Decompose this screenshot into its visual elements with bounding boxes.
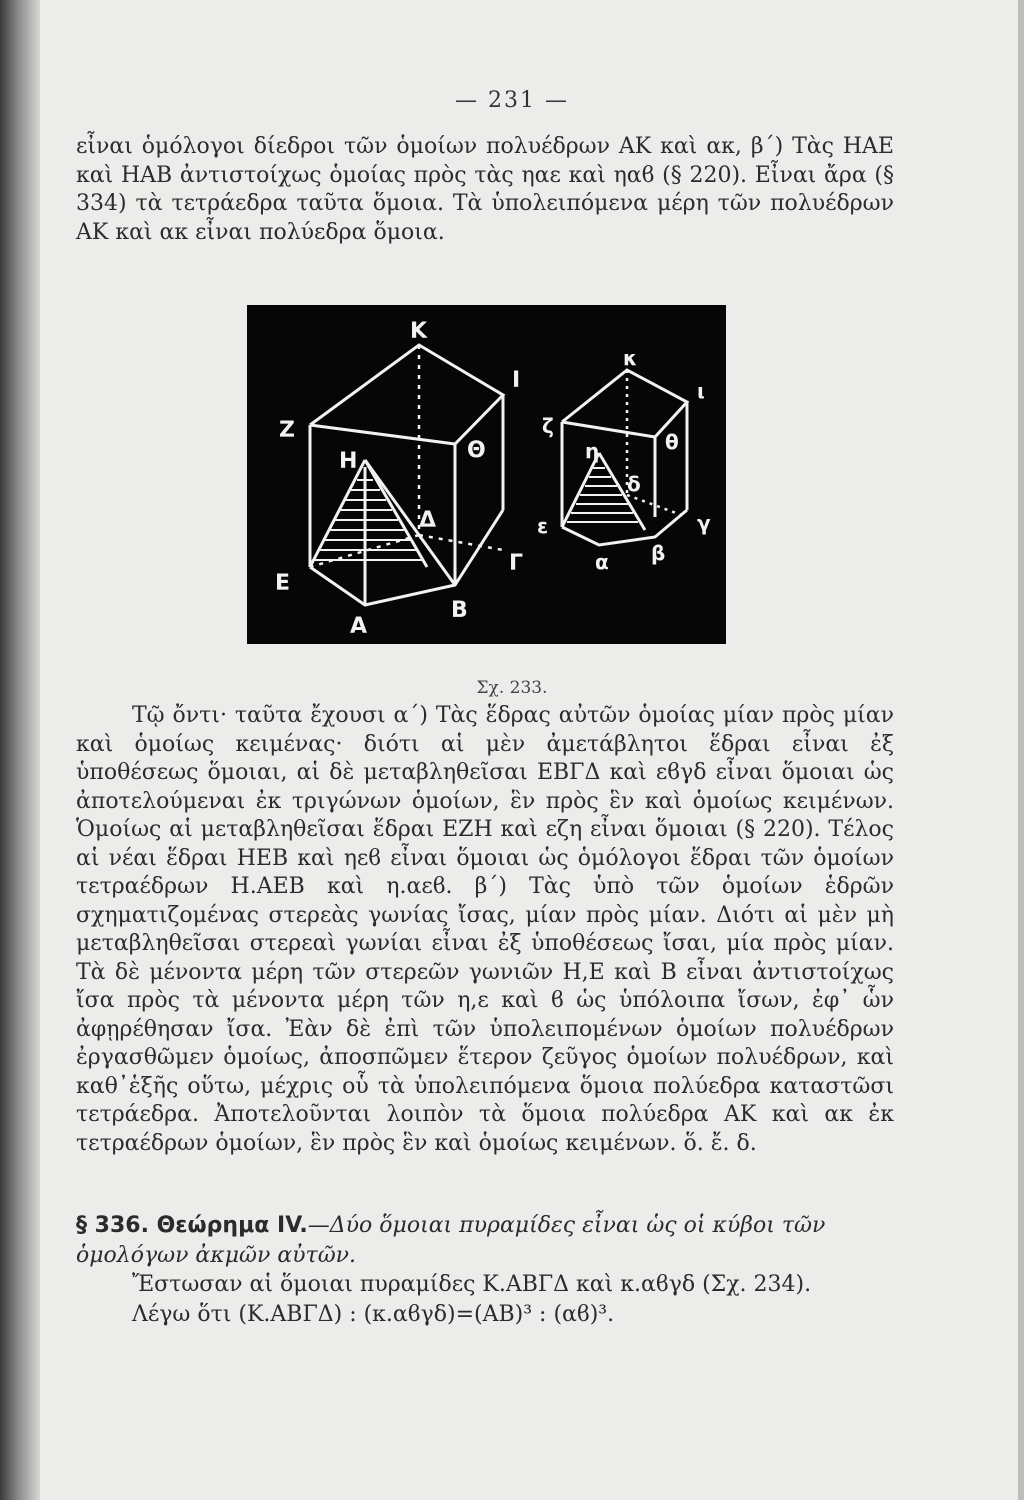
paragraph-main-text: Τῷ ὄντι· ταῦτα ἔχουσι α΄) Τὰς ἕδρας αὐτῶν ὁμοίας μίαν πρὸς μίαν καὶ ὁμοίως κειμένας· διότι αἱ μὲν ἀμετάβλητοι ἕδραι εἶναι ἐξ ὑποθέσεως ὅμοιαι, αἱ δὲ μεταβληθεῖσαι ΕΒΓΔ καὶ εϐγδ εἶναι ὅμοιαι ὡς ἀποτελούμεναι ἐκ τριγώνων ὁμοίων, ἓν πρὸς ἓν καὶ ὁμοίως κειμένων. Ὁμοίως αἱ μεταβληθεῖσαι ἕδραι ΕΖΗ καὶ εζη εἶναι ὅμοιαι (§ 220). Τέλος αἱ νέαι ἕδραι ΗΕΒ καὶ ηεϐ εἶναι ὅμοιαι ὡς ὁμόλογοι ἕδραι τῶν ὁμοίων τετραέδρων Η.ΑΕΒ καὶ η.αεϐ. β΄) Τὰς ὑπὸ τῶν ὁμοίων ἑδρῶν σχηματιζομένας στερεὰς γωνίας ἴσας, μίαν πρὸς μίαν. Διότι αἱ μὲν μὴ μεταβληθεῖσαι στερεαὶ γωνίαι εἶναι ἐξ ὑποθέσεως ἴσαι, μία πρὸς μίαν. Τὰ δὲ μένοντα μέρη τῶν στερεῶν γωνιῶν Η,Ε καὶ Β εἶναι ἀντιστοίχως ἴσα πρὸς τὰ μένοντα μέρη τῶν η,ε καὶ ϐ ὡς ὑπόλοιπα ἴσων, ἐφ᾽ ὧν ἀφῃρέθησαν ἴσα. Ἐὰν δὲ ἐπὶ τῶν ὑπολειπομένων ὁμοίων πολυέδρων ἐργασθῶμεν ὁμοίως, ἀποσπῶμεν ἕτερον ζεῦγος ὁμοίων πολυέδρων, καὶ καθ᾽ἑξῆς οὕτω, μέχρις οὗ τὰ ὑπολειπόμενα ὅμοια πολύεδρα καταστῶσι τετράεδρα. Ἀποτελοῦνται λοιπὸν τὰ ὅμοια πολύεδρα ΑΚ καὶ ακ ἐκ τετραέδρων ὁμοίων, ἓν πρὸς ἓν καὶ ὁμοίως κειμένων. ὅ. ἔ. δ. xyxy=(76,703,894,1156)
figure-233 xyxy=(247,305,726,644)
paragraph-end-line-2: Λέγω ὅτι (Κ.ΑΒΓΔ) : (κ.αϐγδ)=(ΑΒ)³ : (αϐ)³. xyxy=(132,1302,615,1327)
pyramid-edge-3 xyxy=(365,460,455,585)
page-edge xyxy=(1018,0,1024,1500)
label-g: γ xyxy=(697,511,711,535)
label-D: Δ xyxy=(419,508,437,533)
small-top-face xyxy=(562,370,687,437)
paragraph-top xyxy=(76,133,894,247)
paragraph-end-line-1: Ἔστωσαν αἱ ὅμοιαι πυραμίδες Κ.ΑΒΓΔ καὶ κ.αϐγδ (Σχ. 234). xyxy=(132,1272,812,1297)
label-Z: Ζ xyxy=(279,418,295,443)
polyhedra-diagram xyxy=(247,305,726,644)
label-A: Α xyxy=(350,614,368,639)
label-E: Ε xyxy=(275,571,291,596)
theorem-block xyxy=(76,1211,894,1271)
label-i: ι xyxy=(697,379,705,403)
small-polyhedron xyxy=(562,370,687,545)
small-pyramid-edge-1 xyxy=(562,453,599,527)
large-pyramid-hatching xyxy=(315,480,422,560)
label-B: Β xyxy=(451,598,468,623)
paragraph-top-text: εἶναι ὁμόλογοι δίεδροι τῶν ὁμοίων πολυέδρων ΑΚ καὶ ακ, β΄) Τὰς ΗΑΕ καὶ ΗΑΒ ἀντιστοίχως ὁμοίας πρὸς τὰς ηαε καὶ ηαϐ (§ 220). Εἶναι ἄρα (§ 334) τὰ τετράεδρα ταῦτα ὅμοια. Τὰ ὑπολειπόμενα μέρη τῶν πολυέδρων ΑΚ καὶ ακ εἶναι πολύεδρα ὅμοια. xyxy=(76,134,894,245)
paragraph-main xyxy=(76,702,894,1158)
paragraph-end xyxy=(76,1270,894,1330)
label-H: Η xyxy=(339,449,358,474)
large-top-face xyxy=(310,345,503,444)
label-a: α xyxy=(595,550,609,574)
label-z: ζ xyxy=(542,414,554,438)
label-Th: Θ xyxy=(467,438,486,463)
label-I: Ι xyxy=(512,368,521,393)
hidden-edge-DG xyxy=(419,535,503,550)
theorem-heading: § 336. Θεώρημα IV. xyxy=(76,1213,308,1238)
label-th: θ xyxy=(665,430,679,454)
large-polyhedron xyxy=(310,345,503,605)
label-e: ε xyxy=(537,514,549,538)
label-d: δ xyxy=(627,472,641,496)
label-G: Γ xyxy=(509,551,524,576)
label-h: η xyxy=(585,439,600,463)
page-number: — 231 — xyxy=(455,88,569,113)
label-b: β xyxy=(651,541,666,565)
label-K: Κ xyxy=(410,319,428,344)
label-k: κ xyxy=(623,346,638,370)
theorem-statement: —Δύο ὅμοιαι πυραμίδες εἶναι ὡς οἱ κύβοι τῶν ὁμολόγων ἀκμῶν αὐτῶν. xyxy=(76,1213,826,1268)
figure-caption: Σχ. 233. xyxy=(476,678,548,698)
book-binding-shadow xyxy=(0,0,40,1500)
small-bottom-edges xyxy=(562,510,687,545)
